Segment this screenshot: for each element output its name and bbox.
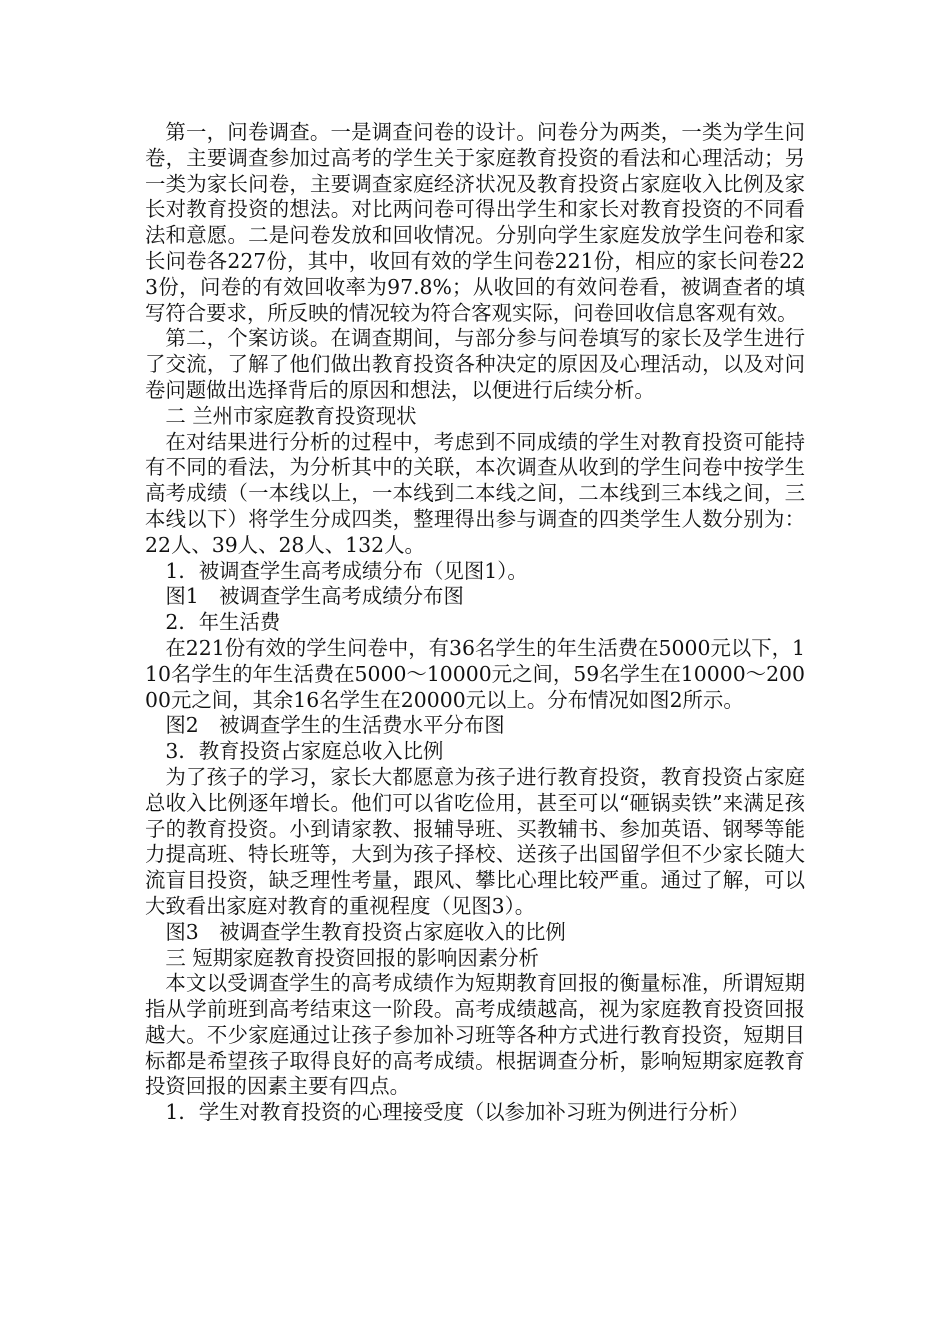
paragraph-living-expenses: 在221份有效的学生问卷中，有36名学生的年生活费在5000元以下，110名学生的年生活费在5000～10000元之间，59名学生在10000～20000元之间，其余16名学生在20000元以上。分布情况如图2所示。 [145,635,805,712]
figure-caption-3: 图3 被调查学生教育投资占家庭收入的比例 [165,919,566,944]
document-body [145,120,805,1126]
subheading-living-expenses: 2．年生活费 [165,610,281,635]
figure-caption-1: 图1 被调查学生高考成绩分布图 [165,584,464,609]
subheading-acceptance: 1．学生对教育投资的心理接受度（以参加补习班为例进行分析） [165,1100,750,1125]
figure-caption-2: 图2 被调查学生的生活费水平分布图 [165,713,505,738]
paragraph-short-term: 本文以受调查学生的高考成绩作为短期教育回报的衡量标准，所谓短期指从学前班到高考结束这一阶段。高考成绩越高，视为家庭教育投资回报越大。不少家庭通过让孩子参加补习班等各种方式进行教育投资，短期目标都是希望孩子取得良好的高考成绩。根据调查分析，影响短期家庭教育投资回报的因素主要有四点。 [145,971,805,1099]
subheading-investment-ratio: 3．教育投资占家庭总收入比例 [165,739,444,764]
section-heading-3: 三 短期家庭教育投资回报的影响因素分析 [165,945,539,970]
paragraph-interview: 第二，个案访谈。在调查期间，与部分参与问卷填写的家长及学生进行了交流，了解了他们做出教育投资各种决定的原因及心理活动，以及对问卷问题做出选择背后的原因和想法，以便进行后续分析。 [145,326,805,402]
subheading-score-distribution: 1．被调查学生高考成绩分布（见图1）。 [165,558,528,583]
paragraph-questionnaire: 第一，问卷调查。一是调查问卷的设计。问卷分为两类，一类为学生问卷，主要调查参加过高考的学生关于家庭教育投资的看法和心理活动；另一类为家长问卷，主要调查家庭经济状况及教育投资占家庭收入比例及家长对教育投资的想法。对比两问卷可得出学生和家长对教育投资的不同看法和意愿。二是问卷发放和回收情况。分别向学生家庭发放学生问卷和家长问卷各227份，其中，收回有效的学生问卷221份，相应的家长问卷223份，问卷的有效回收率为97.8%；从收回的有效问卷看，被调查者的填写符合要求，所反映的情况较为符合客观实际，问卷回收信息客观有效。 [145,120,805,325]
paragraph-analysis: 在对结果进行分析的过程中，考虑到不同成绩的学生对教育投资可能持有不同的看法，为分析其中的关联，本次调查从收到的学生问卷中按学生高考成绩（一本线以上，一本线到二本线之间，二本线到三本线之间，三本线以下）将学生分成四类，整理得出参与调查的四类学生人数分别为：22人、39人、28人、132人。 [145,429,805,557]
section-heading-2: 二 兰州市家庭教育投资现状 [165,403,417,428]
paragraph-investment-ratio: 为了孩子的学习，家长大都愿意为孩子进行教育投资，教育投资占家庭总收入比例逐年增长。他们可以省吃俭用，甚至可以“砸锅卖铁”来满足孩子的教育投资。小到请家教、报辅导班、买教辅书、参加英语、钢琴等能力提高班、特长班等，大到为孩子择校、送孩子出国留学但不少家长随大流盲目投资，缺乏理性考量，跟风、攀比心理比较严重。通过了解，可以大致看出家庭对教育的重视程度（见图3）。 [145,764,805,918]
